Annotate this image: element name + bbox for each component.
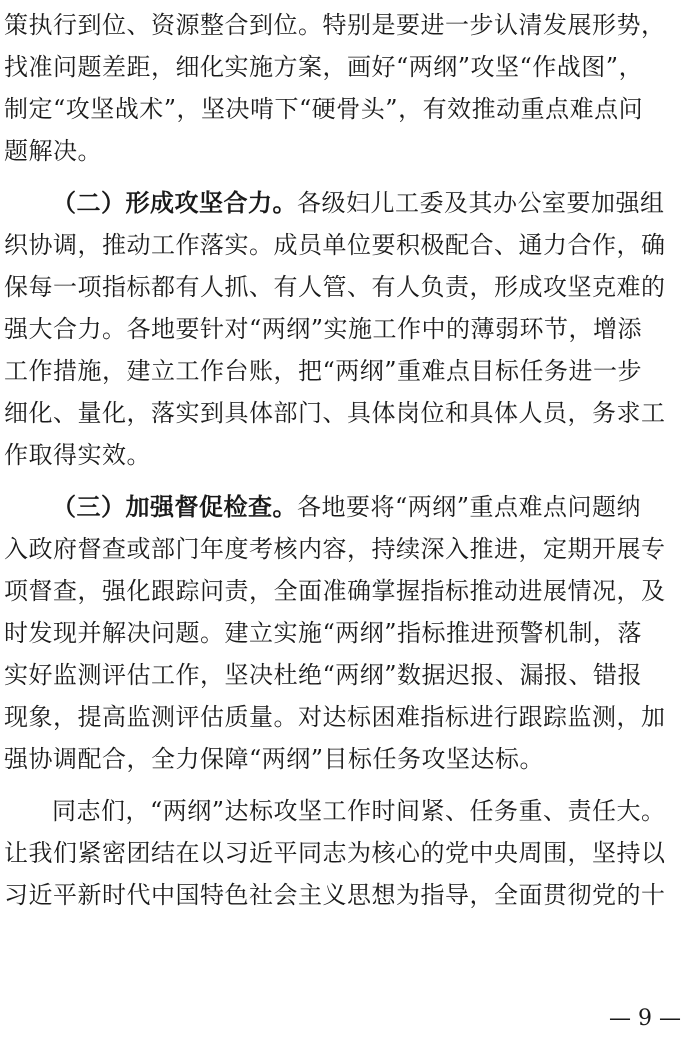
paragraph-line: 找准问题差距，细化实施方案，画好“两纲”攻坚“作战图”，: [4, 53, 644, 81]
body-text: [4, 4, 696, 916]
page-number: — 9 —: [609, 1006, 681, 1031]
paragraph-gap: [4, 172, 696, 182]
section-heading: （二）形成攻坚合力。: [52, 189, 297, 217]
paragraph-line: 入政府督查或部门年度考核内容，持续深入推进，定期开展专: [4, 535, 666, 563]
paragraph-line: 项督查，强化跟踪问责，全面准确掌握指标推动进展情况，及: [4, 577, 666, 605]
paragraph-line: 现象，提高监测评估质量。对达标困难指标进行跟踪监测，加: [4, 703, 666, 731]
paragraph-gap: [4, 780, 696, 790]
paragraph-line: 细化、量化，落实到具体部门、具体岗位和具体人员，务求工: [4, 399, 666, 427]
paragraph-line: 同志们，“两纲”达标攻坚工作时间紧、任务重、责任大。: [52, 797, 666, 825]
paragraph-line: [4, 486, 696, 528]
paragraph-text: 各级妇儿工委及其办公室要加强组: [297, 189, 665, 217]
paragraph-line: 让我们紧密团结在以习近平同志为核心的党中央周围，坚持以: [4, 839, 666, 867]
paragraph-line: 实好监测评估工作，坚决杜绝“两纲”数据迟报、漏报、错报: [4, 661, 643, 689]
paragraph-gap: [4, 476, 696, 486]
paragraph-line: 作取得实效。: [4, 441, 151, 469]
paragraph-line: 织协调，推动工作落实。成员单位要积极配合、通力合作，确: [4, 231, 666, 259]
paragraph-line: 制定“攻坚战术”，坚决啃下“硬骨头”，有效推动重点难点问: [4, 95, 644, 123]
paragraph-line: [4, 182, 696, 224]
paragraph-line: 强大合力。各地要针对“两纲”实施工作中的薄弱环节，增添: [4, 315, 643, 343]
paragraph-line: 强协调配合，全力保障“两纲”目标任务攻坚达标。: [4, 745, 545, 773]
paragraph-line: 工作措施，建立工作台账，把“两纲”重难点目标任务进一步: [4, 357, 643, 385]
paragraph-line: 策执行到位、资源整合到位。特别是要进一步认清发展形势，: [4, 11, 666, 39]
paragraph-line: 题解决。: [4, 137, 102, 165]
paragraph-line: 习近平新时代中国特色社会主义思想为指导，全面贯彻党的十: [4, 881, 666, 909]
paragraph-line: 保每一项指标都有人抓、有人管、有人负责，形成攻坚克难的: [4, 273, 666, 301]
paragraph-line: 时发现并解决问题。建立实施“两纲”指标推进预警机制，落: [4, 619, 643, 647]
paragraph-text: 各地要将“两纲”重点难点问题纳: [297, 493, 642, 521]
section-heading: （三）加强督促检查。: [52, 493, 297, 521]
